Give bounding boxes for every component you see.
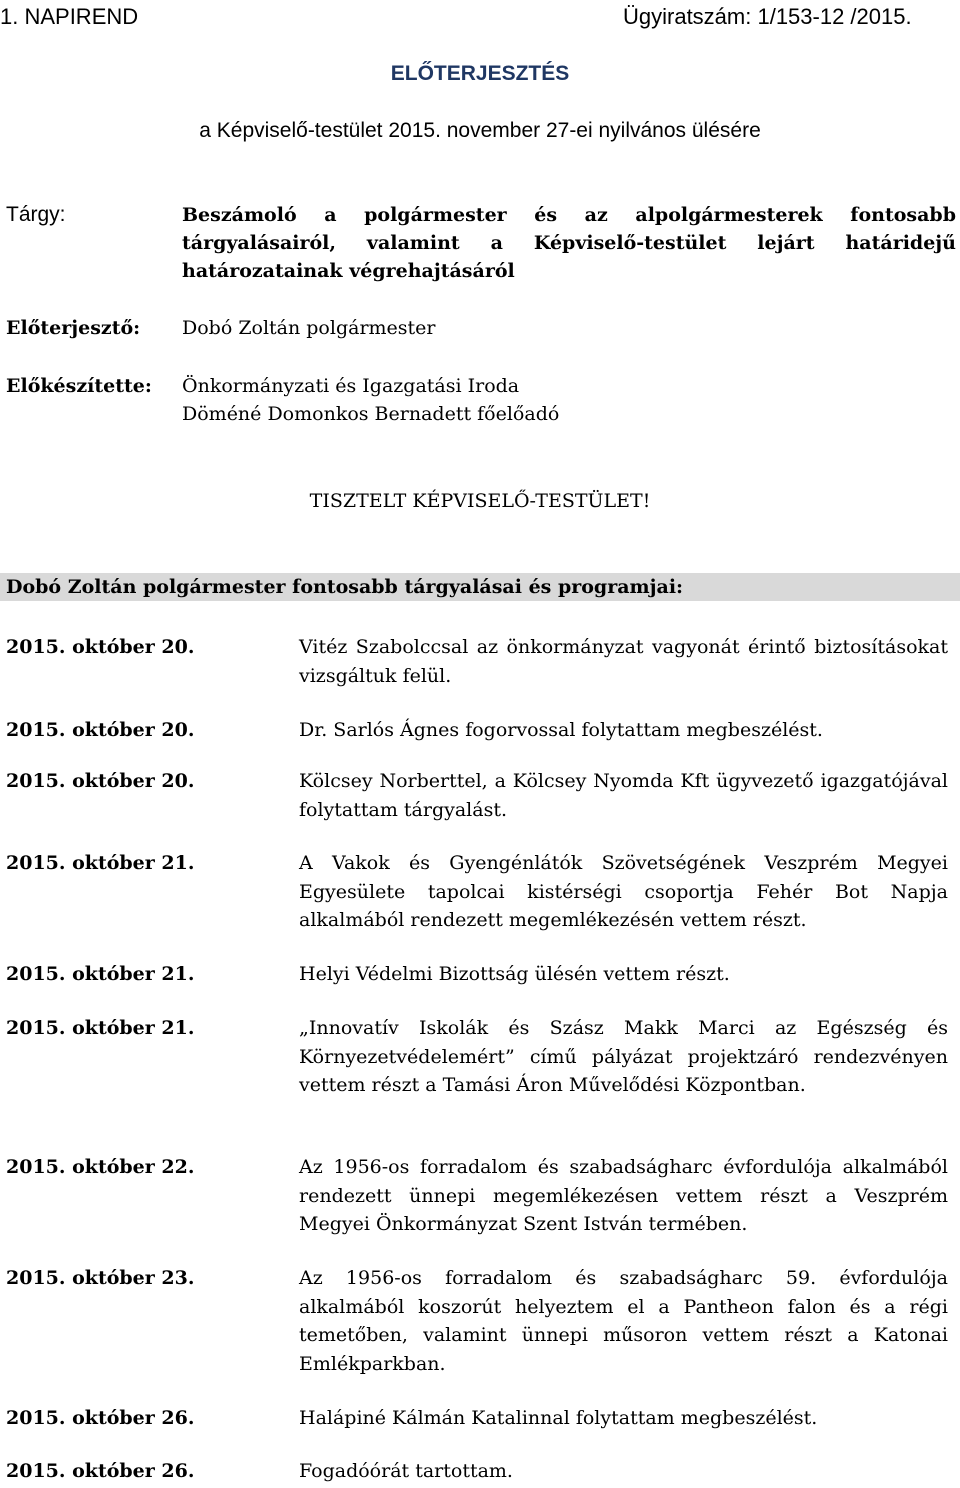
entry-text: Kölcsey Norberttel, a Kölcsey Nyomda Kft ügyvezető igazgatójával folytattam tárgyalást. (299, 770, 948, 821)
prepared-by-label: Előkészítette: (6, 375, 152, 397)
greeting: TISZTELT KÉPVISELŐ-TESTÜLET! (309, 490, 651, 512)
entry-text: A Vakok és Gyengénlátók Szövetségének Veszprém Megyei Egyesülete tapolcai kistérségi csoportja Fehér Bot Napja alkalmából rendezett megemlékezésén vettem részt. (299, 852, 948, 932)
entry-text: Fogadóórát tartottam. (299, 1460, 513, 1482)
section-title: Dobó Zoltán polgármester fontosabb tárgyalásai és programjai: (6, 576, 684, 598)
subject-text: Beszámoló a polgármester és az alpolgármesterek fontosabb tárgyalásairól, valamint a Képviselő-testület lejárt határidejű határozatainak végrehajtásáról (182, 204, 956, 282)
prepared-by-office: Önkormányzati és Igazgatási Iroda (182, 375, 520, 397)
entry-date: 2015. október 21. (6, 1017, 195, 1039)
prepared-by-value (182, 372, 559, 428)
entry-text: Az 1956-os forradalom és szabadságharc 59. évfordulója alkalmából koszorút helyeztem el a Pantheon falon és a régi temetőben, valamint ünnepi műsoron vettem részt a Katonai Emlékparkban. (299, 1267, 948, 1375)
entry-text: Dr. Sarlós Ágnes fogorvossal folytattam megbeszélést. (299, 719, 823, 741)
entry-date: 2015. október 21. (6, 852, 195, 874)
header-line (0, 2, 960, 32)
presenter-value: Dobó Zoltán polgármester (182, 317, 436, 339)
document-title: ELŐTERJESZTÉS (390, 62, 570, 85)
entry-text: Halápiné Kálmán Katalinnal folytattam megbeszélést. (299, 1407, 818, 1429)
entry-date: 2015. október 21. (6, 963, 195, 985)
agenda-number: 1. NAPIREND (0, 4, 139, 29)
entry-date: 2015. október 22. (6, 1156, 195, 1178)
entry-text: „Innovatív Iskolák és Szász Makk Marci az Egészség és Környezetvédelemért” című pályázat projektzáró rendezvényen vettem részt a Tamási Áron Művelődési Központban. (299, 1017, 948, 1097)
entry-text: Helyi Védelmi Bizottság ülésén vettem részt. (299, 963, 730, 985)
file-number: Ügyiratszám: 1/153-12 /2015. (623, 4, 912, 29)
entry-text: Vitéz Szabolccsal az önkormányzat vagyonát érintő biztosításokat vizsgáltuk felül. (299, 636, 948, 687)
prepared-by-person: Döméné Domonkos Bernadett főelőadó (182, 403, 560, 425)
entry-date: 2015. október 26. (6, 1407, 195, 1429)
entry-date: 2015. október 20. (6, 770, 195, 792)
entry-text: Az 1956-os forradalom és szabadságharc évfordulója alkalmából rendezett ünnepi megemlékezésen vettem részt a Veszprém Megyei Önkormányzat Szent István termében. (299, 1156, 948, 1236)
entry-date: 2015. október 20. (6, 719, 195, 741)
entry-date: 2015. október 23. (6, 1267, 195, 1289)
entry-date: 2015. október 26. (6, 1460, 195, 1482)
document-subtitle: a Képviselő-testület 2015. november 27-ei nyilvános ülésére (199, 119, 761, 142)
presenter-label: Előterjesztő: (6, 317, 141, 339)
entry-date: 2015. október 20. (6, 636, 195, 658)
subject-label: Tárgy: (6, 203, 66, 226)
